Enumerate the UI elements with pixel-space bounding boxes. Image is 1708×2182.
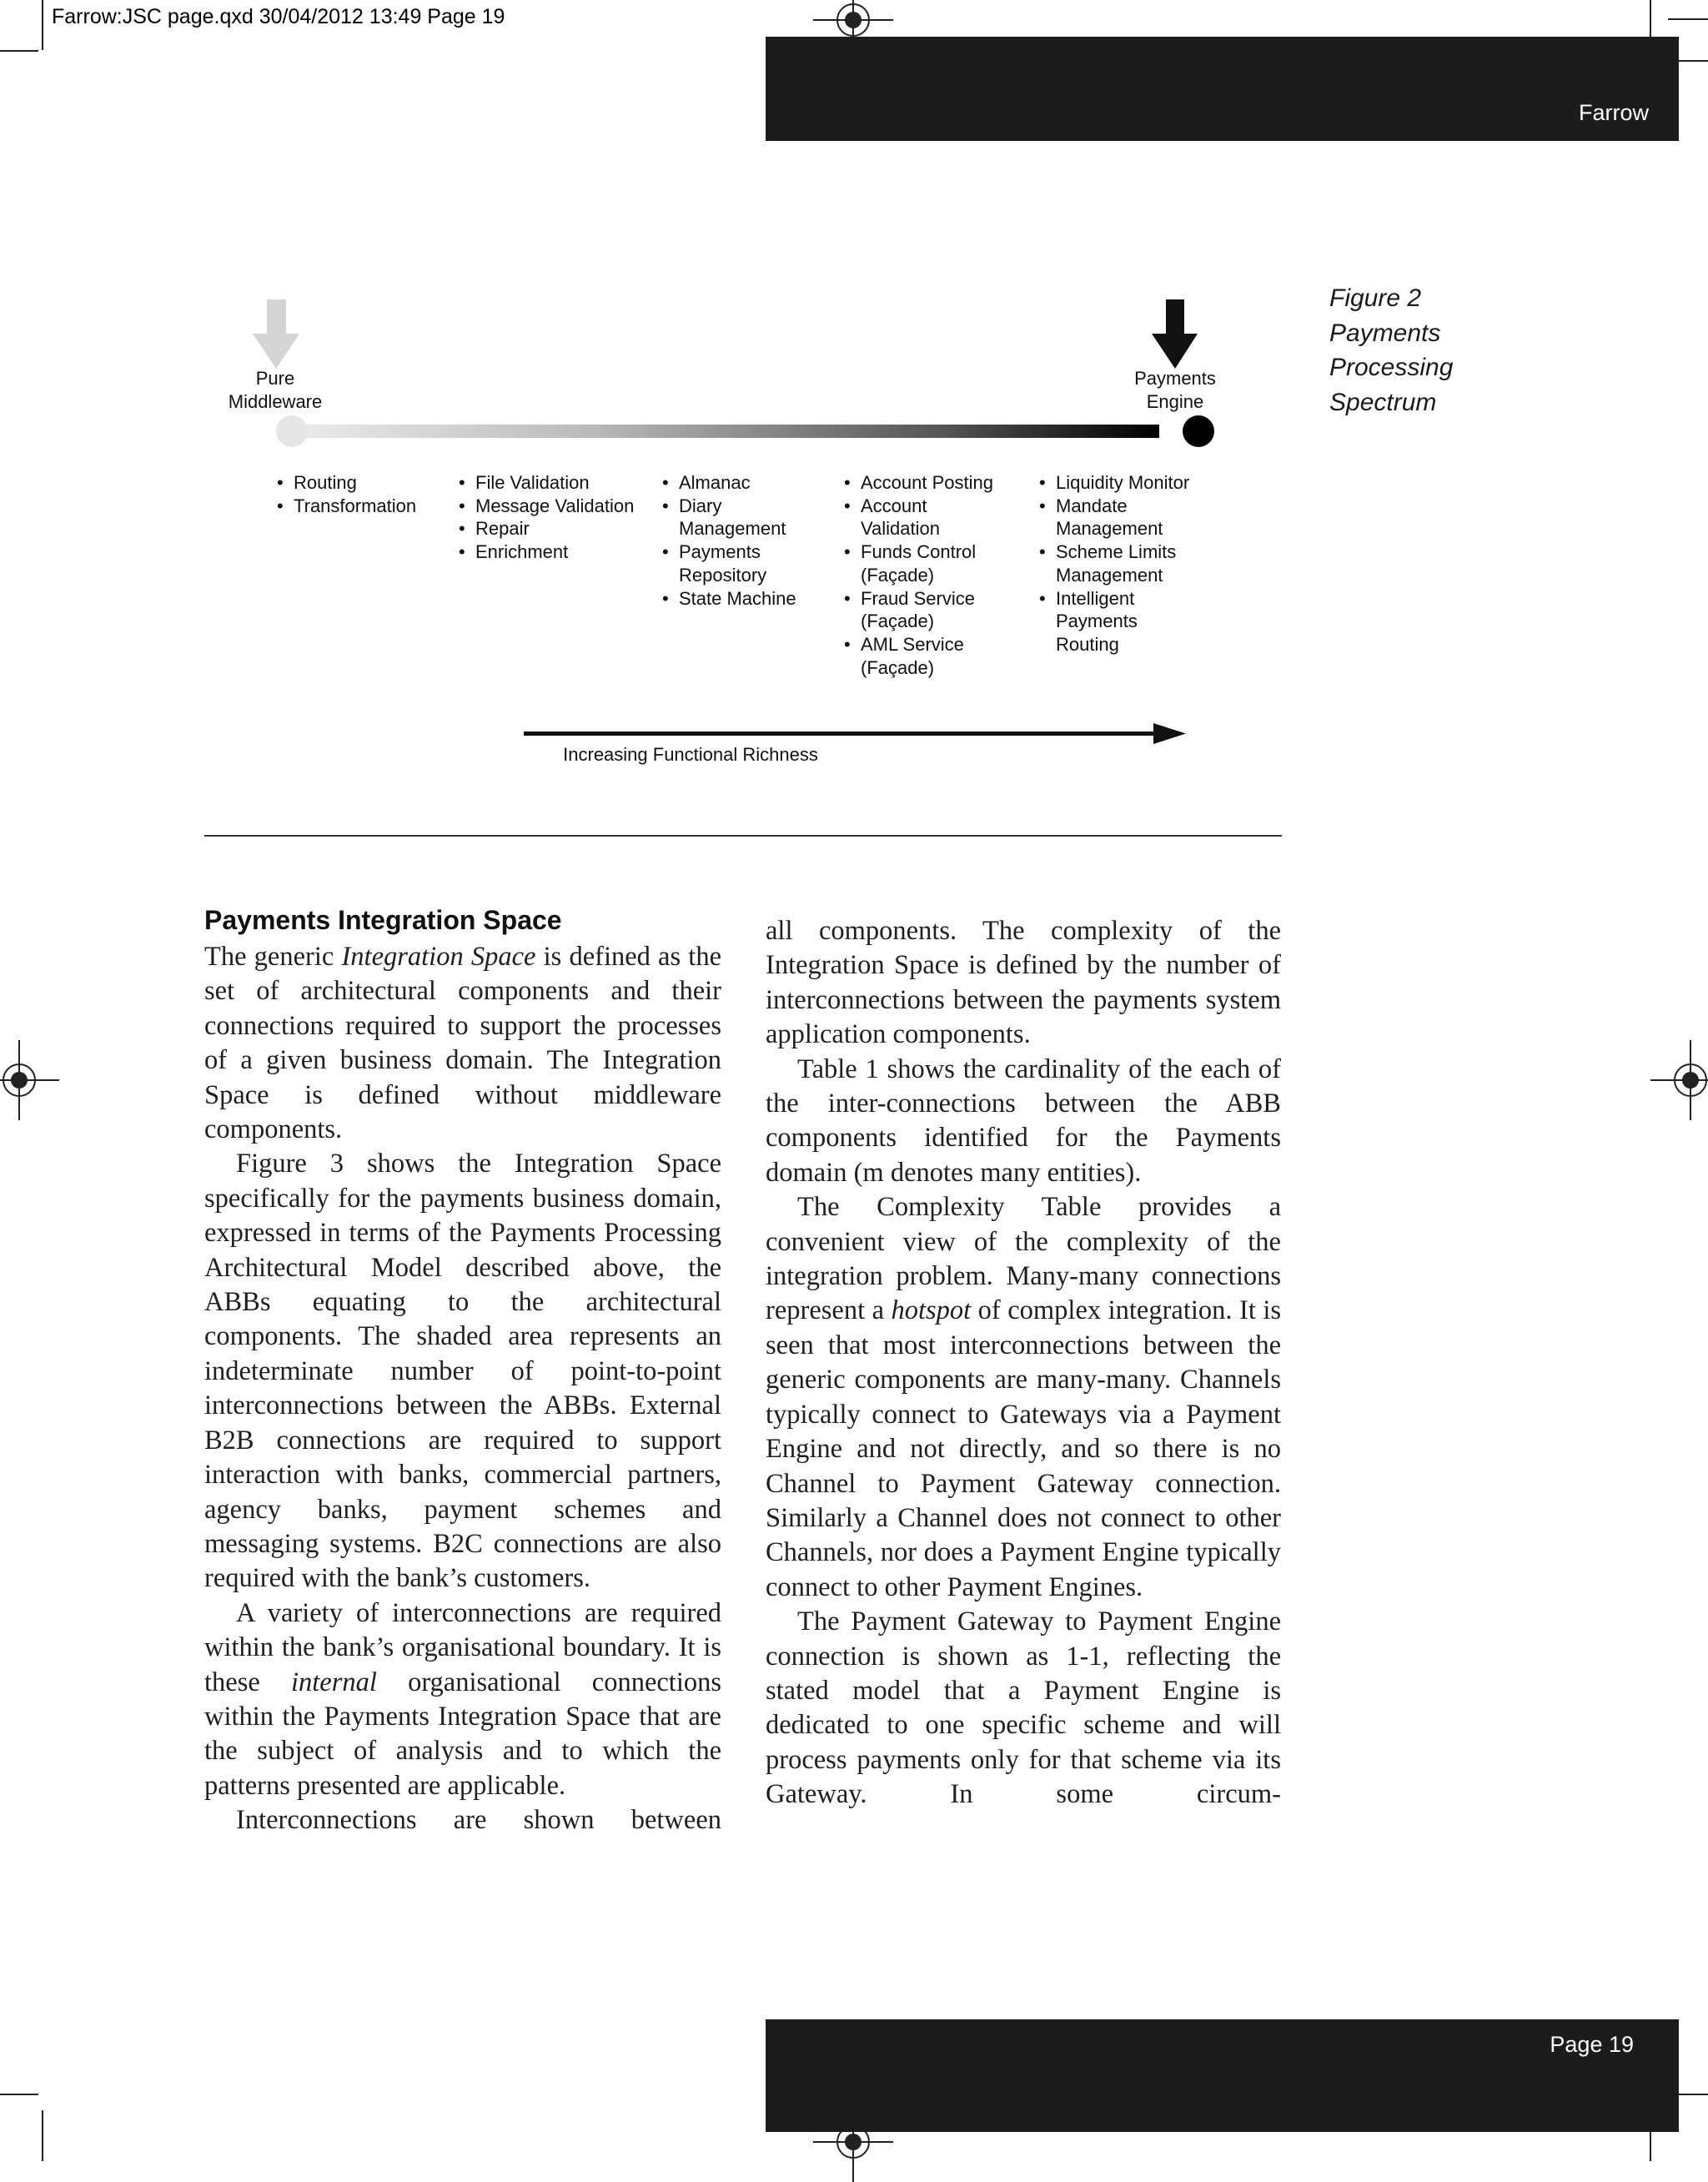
paragraph — [204, 1803, 721, 1838]
list-item: • Message Validation — [459, 495, 634, 518]
figure-caption — [1329, 281, 1521, 420]
text-run: Figure 3 shows the Integration Space specifically for the payments business domain, expressed in terms of the Payments Processing Architectural Model described above, the ABBs equating to the architectural components. The shaded area represents an indeterminate number of point-to-point interconnections between the ABBs. External B2B connections are required to support interaction with banks, commercial partners, agency banks, payment schemes and messaging systems. B2C connections are also required with the bank’s customers. — [204, 1149, 721, 1594]
light-down-arrow-icon — [253, 299, 299, 369]
payments-engine-label — [1125, 367, 1225, 414]
text-run: The Payment Gateway to Payment Engine connection is shown as 1-1, reflecting the stated model that a Payment Engine is dedicated to one specific scheme and will process payments only for that scheme via its Gateway. In some circum- — [766, 1606, 1281, 1810]
page-number: Page 19 — [1550, 2032, 1634, 2057]
pure-middleware-label-line: Pure — [255, 368, 295, 389]
text-run: organisational connections within the Payments Integration Space that are the subject of analysis and to which the patterns presented are applicable. — [204, 1667, 722, 1801]
list-item: • Scheme Limits Management — [1039, 540, 1189, 586]
list-item: • State Machine — [662, 587, 796, 611]
list-item: • Routing — [277, 471, 416, 495]
function-list-state — [662, 471, 796, 610]
function-list-liquidity — [1039, 471, 1189, 656]
payments-engine-label-line: Payments — [1134, 368, 1216, 389]
list-item: • Almanac — [662, 471, 796, 495]
paragraph — [766, 1190, 1281, 1605]
list-item: • Liquidity Monitor — [1039, 471, 1189, 495]
dark-down-arrow-icon — [1152, 299, 1198, 369]
spectrum-start-dot — [276, 415, 308, 447]
paragraph — [204, 1596, 721, 1803]
printer-slug: Farrow:JSC page.qxd 30/04/2012 13:49 Page 19 — [52, 5, 505, 28]
list-item: • Funds Control (Façade) — [844, 540, 993, 586]
spectrum-bar — [292, 425, 1159, 438]
list-item: • Diary Management — [662, 495, 796, 540]
emphasis-run: hotspot — [891, 1295, 972, 1326]
paragraph — [766, 914, 1281, 1053]
list-item: • Transformation — [277, 495, 416, 518]
text-run: The Complexity Table provides a convenient view of the complexity of the integration problem. Many-many connections represent a — [766, 1192, 1281, 1326]
function-list-account — [844, 471, 993, 679]
list-item: • Payments Repository — [662, 540, 796, 586]
registration-mark-right — [1674, 1063, 1707, 1097]
payments-spectrum-figure — [208, 292, 1293, 809]
list-item: • Intelligent Payments Routing — [1039, 587, 1189, 656]
figure-caption-line: Figure 2 — [1329, 284, 1422, 312]
richness-arrow-head-icon — [1153, 723, 1186, 744]
payments-engine-label-line: Engine — [1146, 391, 1204, 412]
figure-divider — [204, 835, 1282, 837]
registration-mark-top — [836, 3, 870, 37]
header-bar — [766, 37, 1679, 141]
list-item: • Fraud Service (Façade) — [844, 587, 993, 633]
function-list-middleware — [277, 471, 416, 517]
list-item: • Repair — [459, 517, 634, 540]
list-item: • Account Posting — [844, 471, 993, 495]
emphasis-run: Integration Space — [341, 942, 536, 972]
list-item: • AML Service (Façade) — [844, 633, 993, 679]
text-run: The generic — [204, 942, 342, 972]
text-run: of complex integration. It is seen that most interconnections between the generic components are many-many. Channels typically connect to Gateways via a Payment Engine and not directly, and so there is no Channel to Payment Gateway connection. Similarly a Channel does not connect to other Channels, nor does a Payment Engine typically connect to other Payment Engines. — [766, 1295, 1281, 1602]
figure-caption-line: Processing — [1329, 354, 1454, 381]
running-head-author: Farrow — [1578, 100, 1649, 125]
pure-middleware-label-line: Middleware — [228, 391, 323, 412]
text-run: Table 1 shows the cardinality of the each of the inter-connections between the ABB components identified for the Payments domain (m denotes many entities). — [766, 1053, 1281, 1188]
text-column-right — [766, 914, 1281, 1812]
figure-caption-line: Spectrum — [1329, 388, 1437, 416]
text-run: Interconnections are shown between — [236, 1805, 721, 1836]
richness-arrow-label: Increasing Functional Richness — [563, 744, 818, 765]
paragraph — [766, 1605, 1281, 1812]
spectrum-end-dot — [1183, 415, 1214, 447]
figure-caption-line: Payments — [1329, 319, 1441, 347]
text-column-left — [204, 902, 721, 1838]
list-item: • Account Validation — [844, 495, 993, 540]
paragraph — [204, 940, 721, 1147]
footer-bar — [766, 2019, 1679, 2132]
function-list-validation — [459, 471, 634, 564]
text-run: all components. The complexity of the Integration Space is defined by the number of interconnections between the payments system application components. — [766, 916, 1281, 1050]
registration-mark-left — [3, 1063, 36, 1097]
list-item: • Enrichment — [459, 540, 634, 564]
text-run: A variety of interconnections are required within the bank’s organisational boundary. It is these — [204, 1597, 721, 1697]
paragraph — [766, 1053, 1281, 1191]
paragraph — [204, 1147, 721, 1596]
richness-arrow-shaft — [524, 732, 1174, 736]
section-heading: Payments Integration Space — [204, 905, 562, 935]
list-item: • File Validation — [459, 471, 634, 495]
list-item: • Mandate Management — [1039, 495, 1189, 540]
text-run: is defined as the set of architectural components and their connections required to support the processes of a given business domain. The Integration Space is defined without middleware components. — [204, 942, 721, 1145]
pure-middleware-label — [225, 367, 325, 414]
emphasis-run: internal — [290, 1667, 377, 1697]
